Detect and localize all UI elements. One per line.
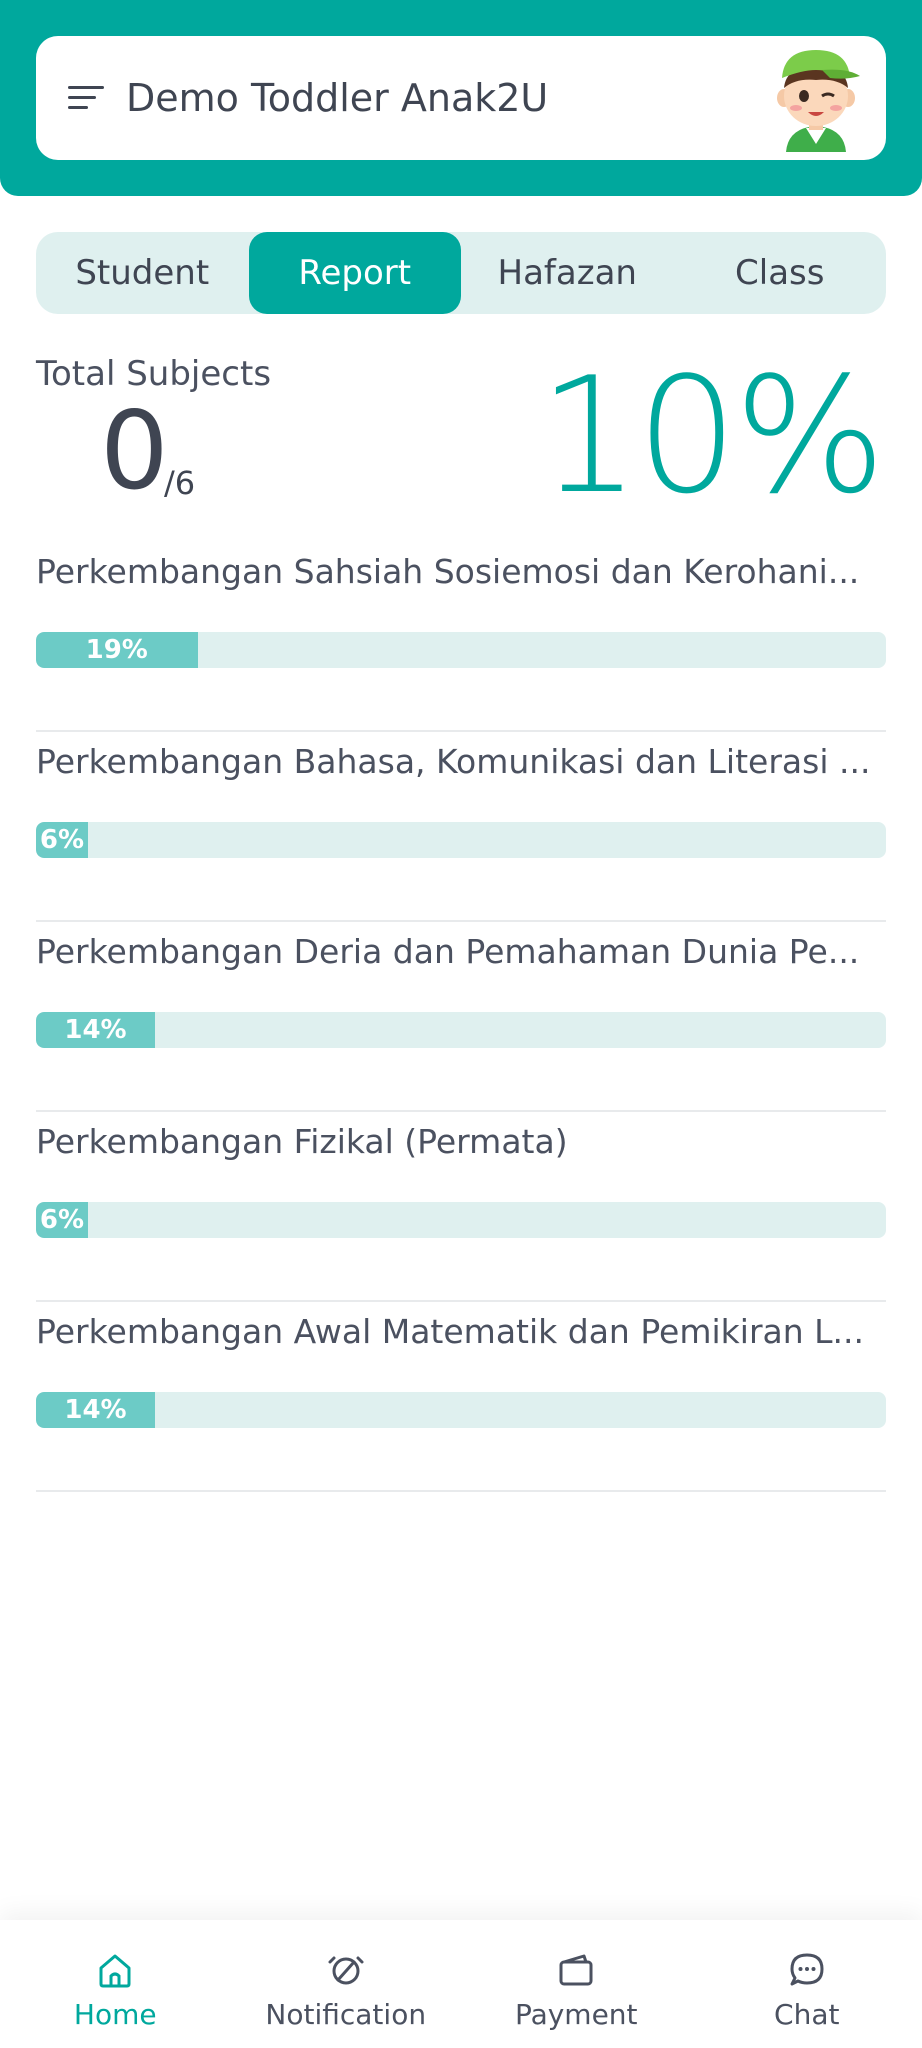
bottom-nav bbox=[0, 1920, 922, 2048]
progress-fill bbox=[36, 822, 88, 858]
progress-fill bbox=[36, 632, 198, 668]
report-tabs bbox=[36, 232, 886, 314]
overall-percent: 10% bbox=[538, 342, 882, 529]
progress-label: 19% bbox=[85, 635, 148, 665]
tab-label: Report bbox=[298, 253, 412, 293]
home-icon bbox=[95, 1950, 135, 1990]
subject-item[interactable] bbox=[36, 1302, 886, 1492]
subject-item[interactable] bbox=[36, 542, 886, 732]
hamburger-menu-icon[interactable] bbox=[68, 84, 104, 112]
progress-fill bbox=[36, 1012, 155, 1048]
progress-label: 6% bbox=[39, 1205, 85, 1235]
tab-hafazan[interactable] bbox=[461, 232, 674, 314]
subject-name: Perkembangan Awal Matematik dan Pemikiran L... bbox=[36, 1312, 864, 1351]
alarm-clock-icon bbox=[326, 1950, 366, 1990]
progress-fill bbox=[36, 1392, 155, 1428]
nav-label: Notification bbox=[265, 1998, 427, 2031]
nav-chat[interactable] bbox=[692, 1920, 922, 2048]
subject-item[interactable] bbox=[36, 922, 886, 1112]
subject-item[interactable] bbox=[36, 732, 886, 922]
progress-track bbox=[36, 1392, 886, 1428]
nav-label: Payment bbox=[514, 1998, 638, 2031]
subject-item[interactable] bbox=[36, 1112, 886, 1302]
tab-label: Class bbox=[735, 253, 825, 293]
wallet-icon bbox=[556, 1950, 596, 1990]
progress-track bbox=[36, 632, 886, 668]
total-subjects-denominator: /6 bbox=[164, 464, 196, 502]
progress-label: 6% bbox=[39, 825, 85, 855]
header-card bbox=[36, 36, 886, 160]
progress-label: 14% bbox=[64, 1395, 127, 1425]
subject-name: Perkembangan Deria dan Pemahaman Dunia Pe... bbox=[36, 932, 860, 971]
tab-label: Student bbox=[75, 253, 210, 293]
nav-label: Chat bbox=[774, 1998, 840, 2031]
nav-notification[interactable] bbox=[231, 1920, 462, 2048]
progress-track bbox=[36, 822, 886, 858]
progress-fill bbox=[36, 1202, 88, 1238]
tab-label: Hafazan bbox=[497, 253, 637, 293]
progress-track bbox=[36, 1012, 886, 1048]
tab-class[interactable] bbox=[674, 232, 887, 314]
progress-label: 14% bbox=[64, 1015, 127, 1045]
page-title: Demo Toddler Anak2U bbox=[126, 76, 549, 120]
tab-student[interactable] bbox=[36, 232, 249, 314]
chat-bubble-icon bbox=[787, 1950, 827, 1990]
child-avatar-icon[interactable] bbox=[766, 44, 866, 152]
nav-label: Home bbox=[73, 1998, 157, 2031]
subject-name: Perkembangan Sahsiah Sosiemosi dan Kerohani... bbox=[36, 552, 860, 591]
subject-name: Perkembangan Fizikal (Permata) bbox=[36, 1122, 568, 1161]
tab-report[interactable] bbox=[249, 232, 462, 314]
progress-track bbox=[36, 1202, 886, 1238]
nav-payment[interactable] bbox=[461, 1920, 692, 2048]
total-subjects-count: 0 bbox=[100, 389, 169, 514]
subject-name: Perkembangan Bahasa, Komunikasi dan Literasi ... bbox=[36, 742, 871, 781]
total-subjects-label: Total Subjects bbox=[36, 354, 272, 394]
nav-home[interactable] bbox=[0, 1920, 231, 2048]
